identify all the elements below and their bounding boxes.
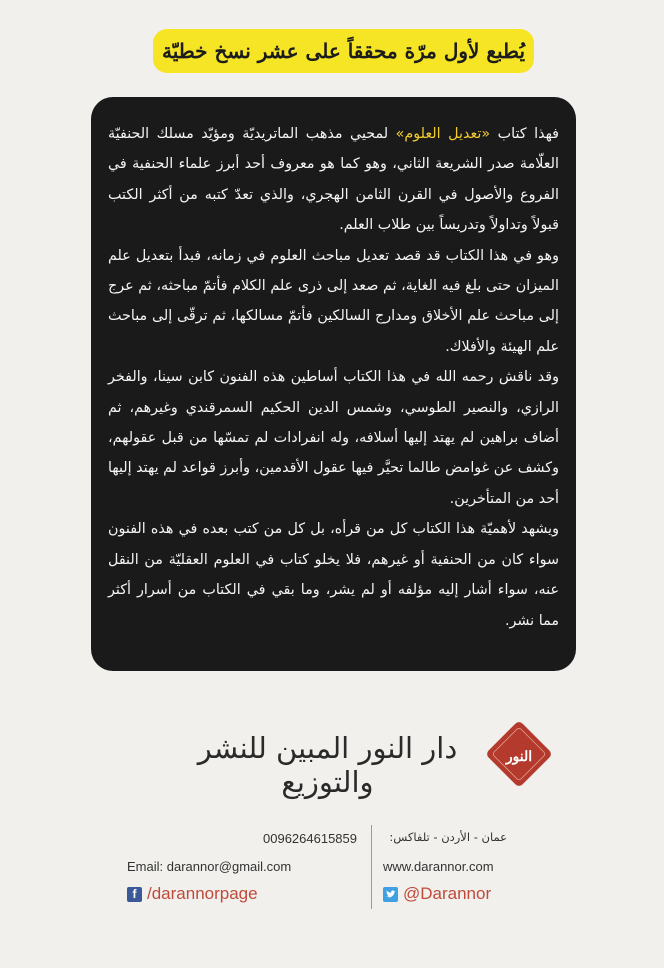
twitter-link[interactable] — [383, 884, 491, 904]
website-link[interactable]: www.darannor.com — [383, 859, 494, 874]
paragraph-2: وهو في هذا الكتاب قد قصد تعديل مباحث العلوم في زمانه، فبدأ بتعديل علم الميزان حتى بلغ فيه الغاية، ثم صعد إلى ذرى علم الكلام فأتمّ مباحثه، ثم عرج إلى مباحث علم الأخلاق ومدارج السالكين فأتمّ مسالكها، ثم ترقّى إلى مباحث علم الهيئة والأفلاك. — [108, 247, 559, 355]
description-text — [108, 119, 559, 636]
publisher-logo-icon — [479, 714, 559, 794]
tagline-banner — [153, 29, 534, 73]
paragraph-4: ويشهد لأهميّة هذا الكتاب كل من قرأه، بل كل من كتب بعده في هذه الفنون سواء كان من الحنفية أو غيرهم، فلا يخلو كتاب في العلوم العقليّة من النقل عنه، سواء أشار إليه مؤلفه أو لم يشر، وما بقي في الكتاب من أسرار أكثر مما نشر. — [108, 521, 559, 629]
logo-text: النور — [505, 749, 533, 765]
description-box — [91, 97, 576, 671]
email-address: Email: darannor@gmail.com — [127, 859, 292, 874]
facebook-handle: /darannorpage — [147, 884, 258, 903]
publisher-name: دار النور المبين للنشر والتوزيع — [197, 731, 458, 799]
paragraph-1-intro: فهذا كتاب — [490, 126, 559, 142]
paragraph-3: وقد ناقش رحمه الله في هذا الكتاب أساطين هذه الفنون كابن سينا، والفخر الرازي، والنصير الطوسي، وشمس الدين الحكيم السمرقندي وغيرهم، ثم أضاف براهين لم يهتد إليها أسلافه، وله انفرادات لم تمسّها من قبل عقولهم، وكشف عن غوامض طالما تحيَّر فيها عقول الأقدمين، وأبرز قواعد لم يهتد إليها أحد من المتأخرين. — [108, 369, 559, 507]
facebook-icon: f — [127, 887, 142, 902]
location-label: عمان - الأردن - تلفاكس: — [389, 830, 507, 844]
contact-divider — [371, 825, 372, 909]
facebook-link[interactable] — [127, 884, 258, 904]
book-title: «تعديل العلوم» — [395, 126, 491, 142]
paragraph-1 — [108, 119, 559, 241]
twitter-handle: @Darannor — [403, 884, 492, 903]
phone-number: 0096264615859 — [263, 831, 357, 846]
twitter-icon — [383, 887, 398, 902]
tagline-text: يُطبع لأول مرّة محققاً على عشر نسخ خطيّة — [161, 39, 526, 63]
paragraph-1-rest: لمحيي مذهب الماتريديّة ومؤيّد مسلك الحنفيّة العلّامة صدر الشريعة الثاني، وهو كما هو معروف أحد أبرز علماء الحنفية في الفروع والأصول في القرن الثامن الهجري، والذي تعدّ كتبه من أكثر الكتب قبولاً وتداولاً وتدريساً بين طلاب العلم. — [108, 126, 559, 234]
